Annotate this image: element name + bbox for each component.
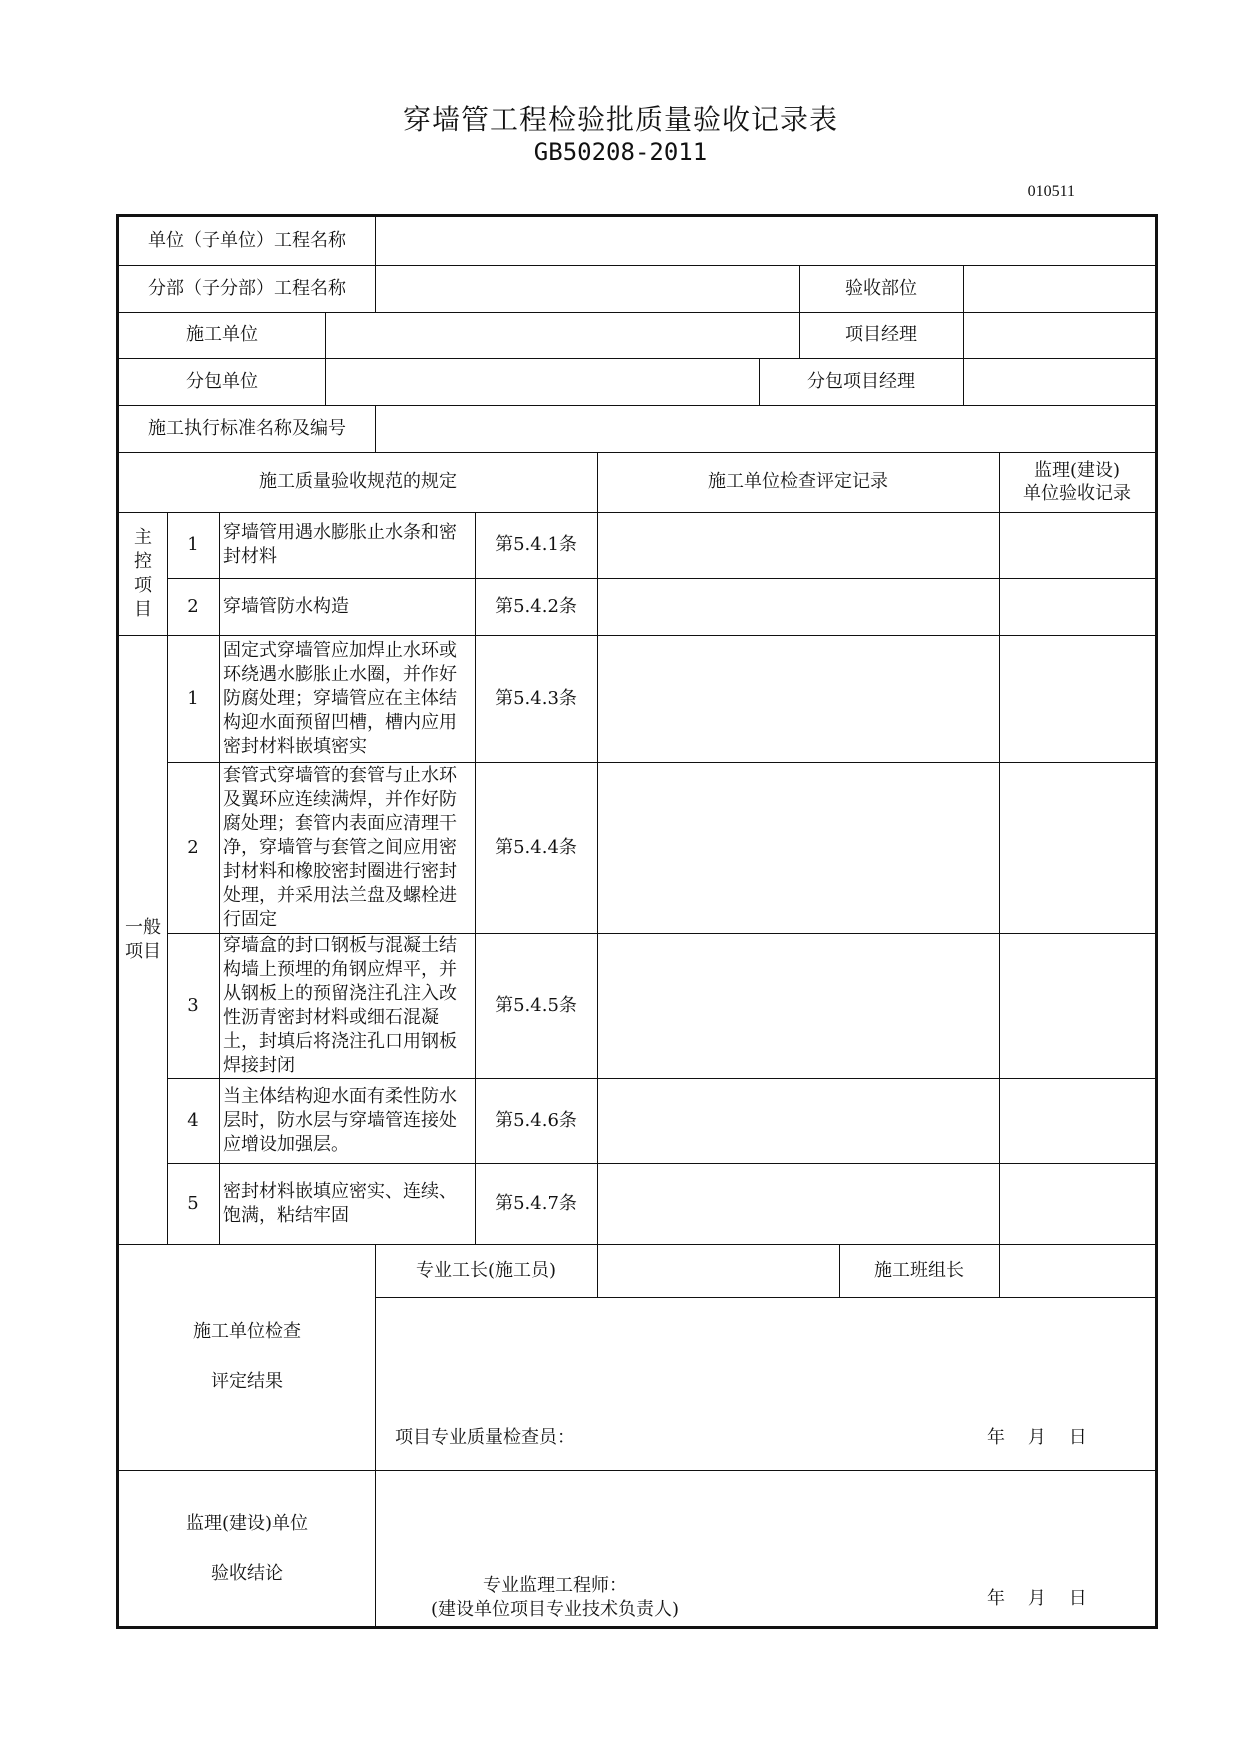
sub-project-field[interactable] [376,265,799,312]
team-leader-label: 施工班组长 [874,1259,964,1281]
main-item-2-supervisor[interactable] [1000,578,1155,635]
main-item-1-no: 1 [187,534,199,556]
general-item-2-no: 2 [187,836,199,858]
main-item-2-clause: 第5.4.2条 [495,595,577,617]
general-item-5-no: 5 [187,1192,199,1214]
accept-part-label: 验收部位 [845,277,917,299]
supervision-date: 年 月 日 [987,1588,1087,1610]
construction-date: 年 月 日 [987,1427,1087,1449]
general-item-4-record[interactable] [598,1078,999,1163]
construction-result-label-line2: 评定结果 [211,1371,283,1392]
general-item-2-record[interactable] [598,762,999,933]
general-item-5-record[interactable] [598,1163,999,1244]
general-item-4-no: 4 [187,1109,199,1131]
general-item-1-record[interactable] [598,635,999,762]
general-item-2-clause: 第5.4.4条 [495,836,577,858]
main-item-2-text: 穿墙管防水构造 [223,595,349,617]
general-item-3-record[interactable] [598,933,999,1078]
construction-result-label [119,1244,375,1470]
general-item-1-clause: 第5.4.3条 [495,687,577,709]
accept-part-field[interactable] [964,265,1155,312]
supervision-result-label [119,1470,375,1627]
general-item-1-supervisor[interactable] [1000,635,1155,762]
page-title: 穿墙管工程检验批质量验收记录表 [402,103,838,136]
supervisor-column-header [999,452,1155,512]
subcontract-unit-label: 分包单位 [186,370,258,392]
subcontract-unit-field[interactable] [326,358,759,405]
supervisor-header-line2: 单位验收记录 [1023,483,1131,504]
supervision-result-field[interactable] [376,1471,1155,1571]
main-item-2-no: 2 [187,595,199,617]
quality-inspector-label: 项目专业质量检查员： [395,1427,575,1449]
supervision-result-label-line2: 验收结论 [211,1562,283,1584]
main-item-1-record[interactable] [598,512,999,578]
supervision-signers [375,1573,735,1623]
main-item-1-clause: 第5.4.1条 [495,534,577,556]
standard-field[interactable] [376,405,1155,452]
general-item-1-text: 固定式穿墙管应加焊止水环或环绕遇水膨胀止水圈，并作好防腐处理；穿墙管应在主体结构迎水面预留凹槽，槽内应用密封材料嵌填密实 [223,639,457,757]
construction-result-label-line1: 施工单位检查 [193,1321,301,1342]
supervisor-header-line1: 监理(建设) [1033,459,1121,481]
unit-project-label: 单位（子单位）工程名称 [148,230,346,252]
sub-project-label: 分部（子分部）工程名称 [148,277,346,299]
supervision-result-label-line1: 监理(建设)单位 [185,1512,309,1534]
form-code: 010511 [1027,183,1075,200]
general-item-2-text: 套管式穿墙管的套管与止水环及翼环应连续满焊，并作好防腐处理；套管内表面应清理干净，穿墙管与套管之间应用密封材料和橡胶密封圈进行密封处理，并采用法兰盘及螺栓进行固定 [223,764,457,930]
general-item-2-supervisor[interactable] [1000,762,1155,933]
construction-unit-field[interactable] [326,312,799,358]
project-manager-field[interactable] [964,312,1155,358]
standard-code: GB50208-2011 [533,138,708,166]
general-group-label: 一般项目 [125,916,161,962]
general-item-4-supervisor[interactable] [1000,1078,1155,1163]
general-item-3-text: 穿墙盒的封口钢板与混凝土结构墙上预埋的角钢应焊平，并从钢板上的预留浇注孔注入改性沥青密封材料或细石混凝土，封填后将浇注孔口用钢板焊接封闭 [223,934,457,1076]
subcontract-manager-label: 分包项目经理 [807,370,915,392]
main-item-1-supervisor[interactable] [1000,512,1155,578]
main-group-label: 主控项目 [134,526,152,620]
foreman-label: 专业工长(施工员) [415,1259,557,1281]
team-leader-field[interactable] [1000,1244,1155,1297]
general-item-1-no: 1 [187,687,199,709]
inspection-form-table [116,214,1158,1629]
general-item-4-clause: 第5.4.6条 [495,1109,577,1131]
unit-project-field[interactable] [376,217,1155,265]
general-item-5-supervisor[interactable] [1000,1163,1155,1244]
supervising-engineer-label: 专业监理工程师： [483,1575,627,1596]
general-item-3-supervisor[interactable] [1000,933,1155,1078]
general-item-4-text: 当主体结构迎水面有柔性防水层时，防水层与穿墙管连接处应增设加强层。 [223,1085,457,1155]
general-item-5-clause: 第5.4.7条 [495,1192,577,1214]
construction-result-field[interactable] [376,1298,1155,1418]
main-item-2-record[interactable] [598,578,999,635]
standard-label: 施工执行标准名称及编号 [148,417,346,439]
general-item-3-clause: 第5.4.5条 [495,994,577,1016]
owner-representative-label: (建设单位项目专业技术负责人) [430,1599,680,1620]
check-record-column-header: 施工单位检查评定记录 [708,471,888,493]
project-manager-label: 项目经理 [845,324,917,346]
general-item-3-no: 3 [187,994,199,1016]
main-item-1-text: 穿墙管用遇水膨胀止水条和密封材料 [223,522,457,567]
construction-unit-label: 施工单位 [186,324,258,346]
foreman-field[interactable] [598,1244,839,1297]
subcontract-manager-field[interactable] [964,358,1155,405]
general-item-5-text: 密封材料嵌填应密实、连续、饱满，粘结牢固 [223,1180,457,1226]
spec-column-header: 施工质量验收规范的规定 [259,471,457,493]
